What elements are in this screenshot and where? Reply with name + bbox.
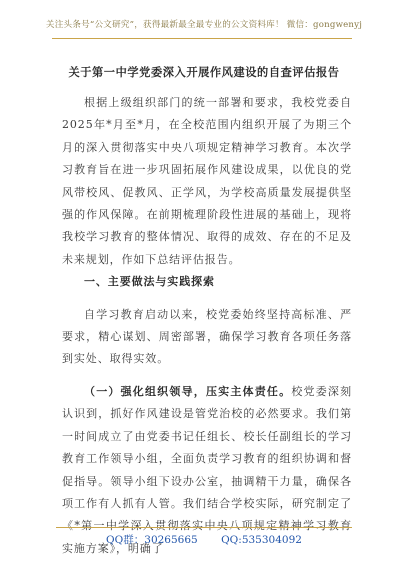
footer [0,532,408,547]
qq-number-text: QQ:535304092 [221,534,302,546]
intro-paragraph: 根据上级组织部门的统一部署和要求，我校党委自2025年*月至*月，在全校范围内组织开展了为期三个月的深入贯彻落实中央八项规定精神学习教育。本次学习教育旨在进一步巩固拓展作风建设成果，以优良的党风带校风、促教风、正学风，为学校高质量发展提供坚强的作风保障。在前期梳理阶段性进展的基础上，现将我校学习教育的整体情况、取得的成效、存在的不足及未来规划，作如下总结评估报告。 [62,96,352,266]
spacer [62,371,352,381]
section-heading: 一、主要做法与实践探索 [84,275,215,289]
subsection-heading: （一）强化组织领导，压实主体责任。 [84,384,292,398]
promo-banner: 关注头条号“公文研究”，获得最新最全最专业的公文资料库！ 微信：gongwenyj [45,20,363,30]
document-title: 关于第一中学党委深入开展作风建设的自查评估报告 [68,65,340,79]
qq-group-text: QQ群：30265665 [106,534,198,546]
header-divider [52,38,352,39]
subsection-text: 校党委深刻认识到，抓好作风建设是管党治校的必然要求。我们第一时间成立了由党委书记任组长、校长任副组长的学习教育工作领导小组，全面负责学习教育的组织协调和督促指导。领导小组下设办公室，抽调精干力量，确保各项工作有人抓有人管。我们结合学校实际，研究制定了《*第一中学深入贯彻落实中央八项规定精神学习教育实施方案》，明确了 [62,384,352,555]
footer-divider [56,527,352,528]
document-body [62,92,352,560]
section-paragraph: 自学习教育启动以来，校党委始终坚持高标准、严要求，精心谋划、周密部署，确保学习教育各项任务落到实处、取得实效。 [62,307,352,366]
